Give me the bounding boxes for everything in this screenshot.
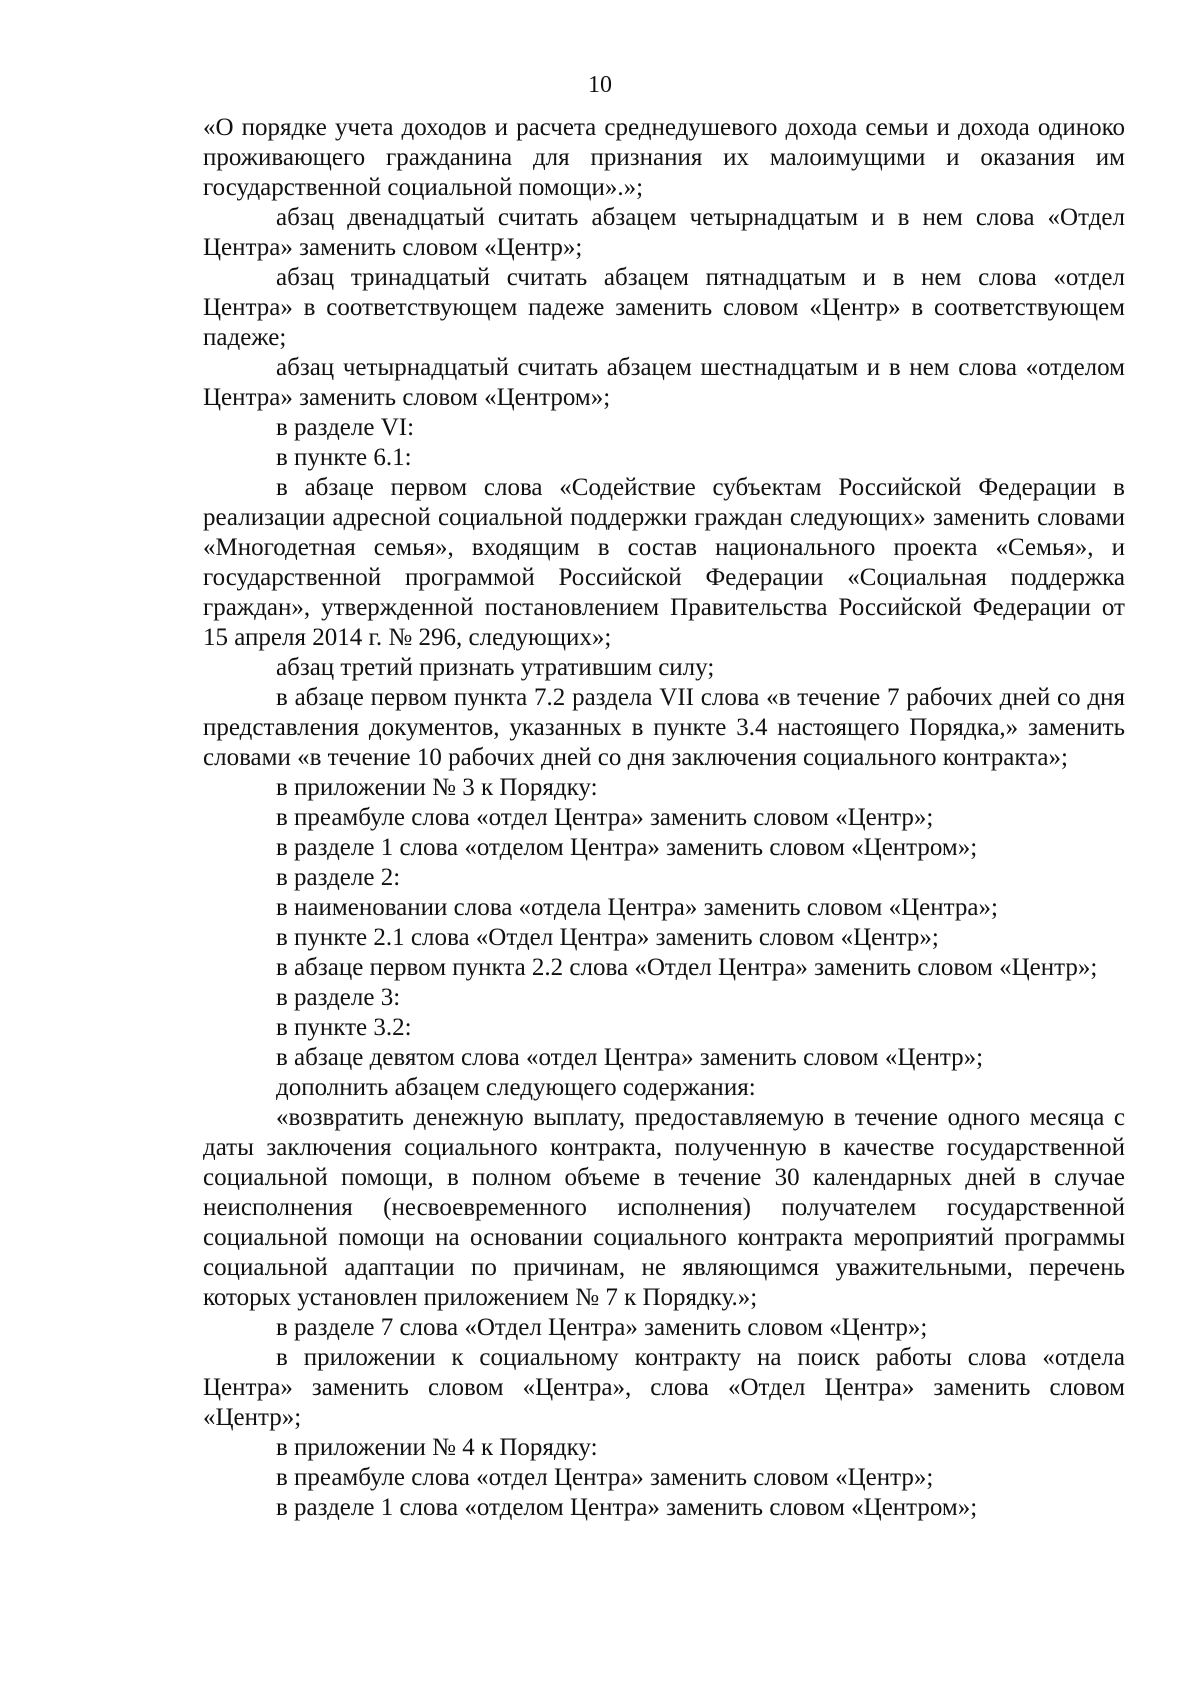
paragraph: абзац двенадцатый считать абзацем четырнадцатым и в нем слова «Отдел Центра» заменить словом «Центр»; bbox=[203, 204, 1125, 261]
paragraph: в абзаце первом пункта 2.2 слова «Отдел Центра» заменить словом «Центр»; bbox=[276, 954, 1098, 981]
paragraph: абзац тринадцатый считать абзацем пятнадцатым и в нем слова «отдел Центра» в соответствующем падеже заменить словом «Центр» в соответствующем падеже; bbox=[203, 264, 1125, 351]
paragraph: дополнить абзацем следующего содержания: bbox=[276, 1074, 756, 1101]
paragraph: в пункте 6.1: bbox=[276, 444, 412, 471]
paragraph: в разделе 3: bbox=[276, 984, 401, 1011]
paragraph: в преамбуле слова «отдел Центра» заменить словом «Центр»; bbox=[276, 1464, 934, 1491]
paragraph: абзац третий признать утратившим силу; bbox=[276, 654, 715, 681]
paragraph: абзац четырнадцатый считать абзацем шестнадцатым и в нем слова «отделом Центра» заменить словом «Центром»; bbox=[203, 354, 1125, 411]
paragraph: в разделе VI: bbox=[276, 414, 415, 441]
paragraph: в разделе 1 слова «отделом Центра» заменить словом «Центром»; bbox=[276, 834, 978, 861]
document-body bbox=[203, 113, 1125, 1523]
paragraph: в абзаце первом пункта 7.2 раздела VII слова «в течение 7 рабочих дней со дня представления документов, указанных в пункте 3.4 настоящего Порядка,» заменить словами «в течение 10 рабочих дней со дня заключения социального контракта»; bbox=[203, 684, 1125, 771]
paragraph: в разделе 1 слова «отделом Центра» заменить словом «Центром»; bbox=[276, 1494, 978, 1521]
paragraph: в приложении № 4 к Порядку: bbox=[276, 1434, 598, 1461]
paragraph: в пункте 2.1 слова «Отдел Центра» заменить словом «Центр»; bbox=[276, 924, 939, 951]
paragraph: «возвратить денежную выплату, предоставляемую в течение одного месяца с даты заключения социального контракта, полученную в качестве государственной социальной помощи, в полном объеме в течение 30 календарных дней в случае неисполнения (несвоевременного исполнения) получателем государственной социальной помощи на основании социального контракта мероприятий программы социальной адаптации по причинам, не являющимся уважительными, перечень которых установлен приложением № 7 к Порядку.»; bbox=[203, 1104, 1125, 1311]
paragraph: в приложении № 3 к Порядку: bbox=[276, 774, 598, 801]
paragraph: в пункте 3.2: bbox=[276, 1014, 412, 1041]
paragraph: в наименовании слова «отдела Центра» заменить словом «Центра»; bbox=[276, 894, 998, 921]
page-number: 10 bbox=[588, 72, 612, 98]
paragraph: в абзаце девятом слова «отдел Центра» заменить словом «Центр»; bbox=[276, 1044, 984, 1071]
paragraph: в разделе 7 слова «Отдел Центра» заменить словом «Центр»; bbox=[276, 1314, 928, 1341]
paragraph: в разделе 2: bbox=[276, 864, 401, 891]
paragraph: в приложении к социальному контракту на поиск работы слова «отдела Центра» заменить словом «Центра», слова «Отдел Центра» заменить словом «Центр»; bbox=[203, 1344, 1125, 1431]
paragraph: в преамбуле слова «отдел Центра» заменить словом «Центр»; bbox=[276, 804, 934, 831]
paragraph: «О порядке учета доходов и расчета среднедушевого дохода семьи и дохода одиноко проживающего гражданина для признания их малоимущими и оказания им государственной социальной помощи».»; bbox=[203, 114, 1125, 201]
paragraph: в абзаце первом слова «Содействие субъектам Российской Федерации в реализации адресной социальной поддержки граждан следующих» заменить словами «Многодетная семья», входящим в состав национального проекта «Семья», и государственной программой Российской Федерации «Социальная поддержка граждан», утвержденной постановлением Правительства Российской Федерации от 15 апреля 2014 г. № 296, следующих»; bbox=[203, 474, 1125, 651]
